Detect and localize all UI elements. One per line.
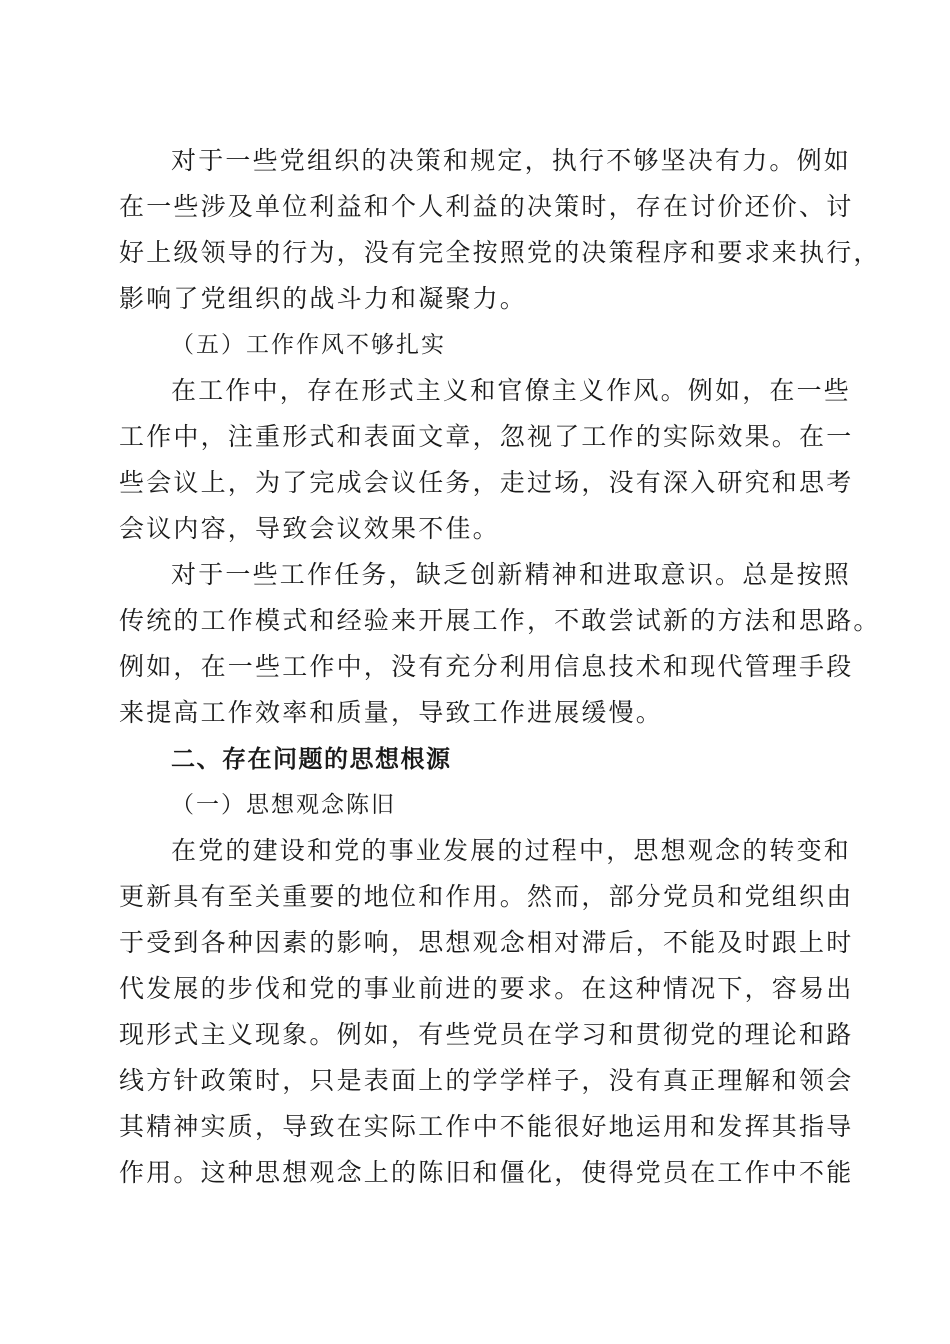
heading-text: 二、存在问题的思想根源 bbox=[171, 745, 452, 773]
section-subheading bbox=[119, 322, 839, 368]
section-subheading bbox=[119, 782, 839, 828]
text-line: 其精神实质，导致在实际工作中不能很好地运用和发挥其指导 bbox=[119, 1112, 854, 1141]
paragraph bbox=[119, 828, 854, 1196]
text-line: 来提高工作效率和质量，导致工作进展缓慢。 bbox=[119, 698, 664, 727]
text-line: 影响了党组织的战斗力和凝聚力。 bbox=[119, 284, 528, 313]
text-line: 对于一些工作任务，缺乏创新精神和进取意识。总是按照 bbox=[171, 560, 852, 589]
text-line: 传统的工作模式和经验来开展工作，不敢尝试新的方法和思路。 bbox=[119, 606, 881, 635]
subheading-text: （五）工作作风不够扎实 bbox=[171, 332, 446, 358]
subheading-text: （一）思想观念陈旧 bbox=[171, 792, 396, 818]
text-line: 对于一些党组织的决策和规定，执行不够坚决有力。例如 bbox=[171, 146, 852, 175]
text-line: 例如，在一些工作中，没有充分利用信息技术和现代管理手段 bbox=[119, 652, 854, 681]
text-line: 些会议上，为了完成会议任务，走过场，没有深入研究和思考 bbox=[119, 468, 854, 497]
document-body bbox=[119, 138, 881, 1196]
text-line: 线方针政策时，只是表面上的学学样子，没有真正理解和领会 bbox=[119, 1066, 854, 1095]
text-line: 好上级领导的行为，没有完全按照党的决策程序和要求来执行， bbox=[119, 238, 881, 267]
text-line: 工作中，注重形式和表面文章，忽视了工作的实际效果。在一 bbox=[119, 422, 854, 451]
text-line: 作用。这种思想观念上的陈旧和僵化，使得党员在工作中不能 bbox=[119, 1158, 854, 1187]
text-line: 代发展的步伐和党的事业前进的要求。在这种情况下，容易出 bbox=[119, 974, 854, 1003]
text-line: 会议内容，导致会议效果不佳。 bbox=[119, 514, 500, 543]
text-line: 在党的建设和党的事业发展的过程中，思想观念的转变和 bbox=[171, 836, 852, 865]
text-line: 更新具有至关重要的地位和作用。然而，部分党员和党组织由 bbox=[119, 882, 854, 911]
paragraph bbox=[119, 138, 881, 322]
text-line: 于受到各种因素的影响，思想观念相对滞后，不能及时跟上时 bbox=[119, 928, 854, 957]
text-line: 在一些涉及单位利益和个人利益的决策时，存在讨价还价、讨 bbox=[119, 192, 854, 221]
section-heading bbox=[119, 736, 839, 782]
paragraph bbox=[119, 552, 881, 736]
paragraph bbox=[119, 368, 854, 552]
text-line: 现形式主义现象。例如，有些党员在学习和贯彻党的理论和路 bbox=[119, 1020, 854, 1049]
text-line: 在工作中，存在形式主义和官僚主义作风。例如，在一些 bbox=[171, 376, 852, 405]
